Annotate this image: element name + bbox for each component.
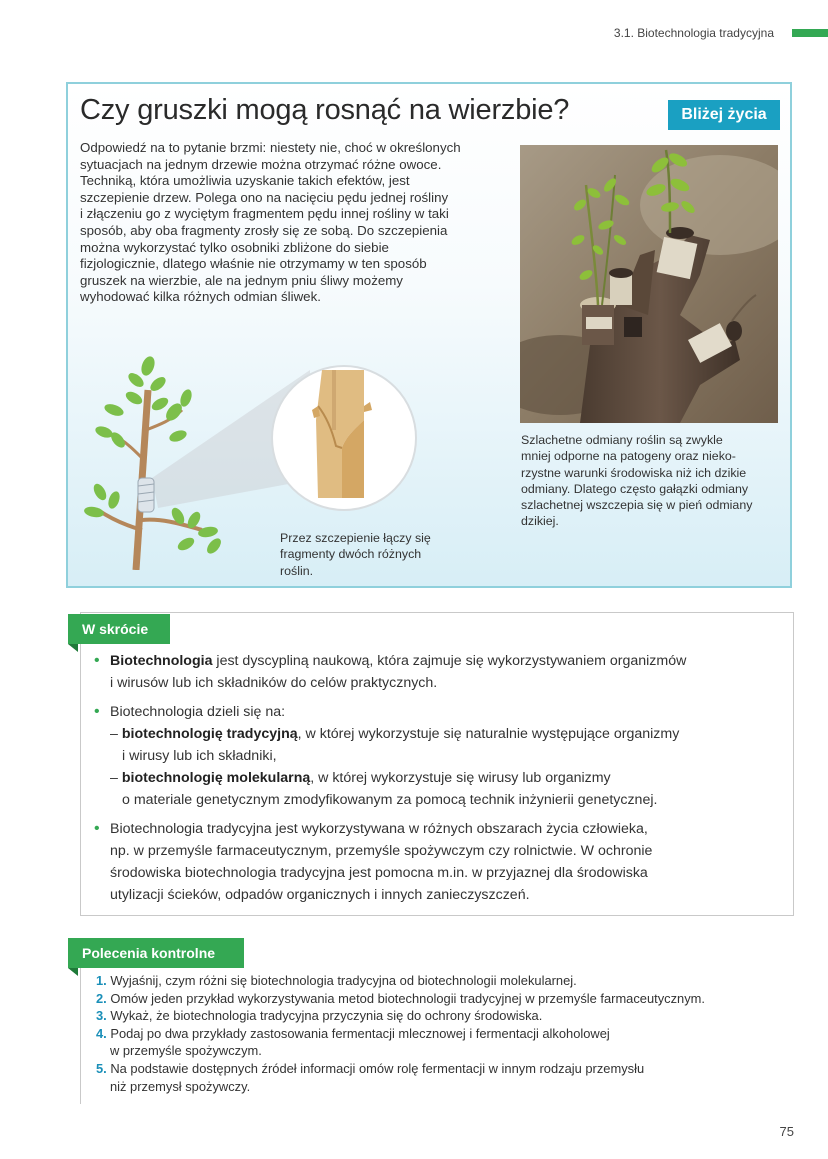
dash: –: [110, 726, 122, 742]
caption-line: odmiany. Dlatego często gałązki odmiany: [521, 481, 749, 496]
photo-caption: [521, 432, 783, 530]
tab-fold: [68, 968, 78, 976]
summary-text: i wirusów lub ich składników do celów praktycznych.: [110, 675, 438, 691]
task-text: niż przemysł spożywczy.: [110, 1078, 251, 1094]
summary-content: [94, 650, 784, 913]
caption-line: Szlachetne odmiany roślin są zwykle: [521, 433, 723, 447]
feature-badge: Bliżej życia: [668, 100, 780, 130]
summary-text: • Biotechnologia dzieli się na:: [110, 704, 286, 720]
summary-text: środowiska biotechnologia tradycyjna jest pomocna m.in. w przyjaznej dla środowiska: [110, 865, 648, 881]
summary-tab: W skrócie: [68, 614, 170, 644]
summary-dash-item: [110, 767, 784, 789]
intro-line: Odpowiedź na to pytanie brzmi: niestety nie, choć w określonych: [80, 140, 461, 155]
summary-bullet: [94, 650, 784, 694]
section-header: 3.1. Biotechnologia tradycyjna: [613, 26, 774, 40]
task-text: w przemyśle spożywczym.: [110, 1043, 262, 1059]
task-text: Wykaż, że biotechnologia tradycyjna przyczynia się do ochrony środowiska.: [110, 1008, 543, 1024]
task-number: 1.: [96, 973, 107, 988]
summary-text: , w której wykorzystuje się wirusy lub organizmy: [310, 770, 611, 786]
intro-line: Techniką, która umożliwia uzyskanie takich efektów, jest: [80, 173, 410, 189]
feature-title: Czy gruszki mogą rosnąć na wierzbie?: [80, 94, 570, 126]
section-accent-bar: [792, 29, 828, 37]
task-text: Podaj po dwa przykłady zastosowania fermentacji mlecznowej i fermentacji alkoholowej: [110, 1025, 610, 1041]
task-item: [96, 972, 796, 990]
task-number: 4.: [96, 1025, 107, 1041]
summary-bullet: [94, 701, 784, 811]
intro-line: wyhodować kilka różnych odmian śliwek.: [80, 289, 321, 305]
task-number: 2.: [96, 990, 107, 1006]
intro-line: można wykorzystać tylko osobniki zbliżone do siebie: [80, 239, 389, 255]
summary-text: utylizacji ścieków, odpadów organicznych i innych zanieczyszczeń.: [110, 887, 530, 903]
tasks-list: [96, 972, 796, 1095]
page-number: 75: [779, 1124, 794, 1139]
intro-line: i złączeniu go z wyciętym fragmentem pędu innej rośliny w taki: [80, 206, 449, 222]
grafted-tree-photo: [520, 145, 778, 423]
caption-line: fragmenty dwóch różnych: [280, 547, 422, 562]
caption-line: mniej odporne na patogeny oraz nieko-: [521, 449, 736, 464]
task-number: 3.: [96, 1008, 107, 1024]
summary-text: , w której wykorzystuje się naturalnie występujące organizmy: [297, 726, 680, 742]
task-item: [96, 990, 796, 1008]
intro-line: sytuacjach na jednym drzewie można otrzymać różne owoce.: [80, 156, 442, 172]
summary-text: jest dyscypliną naukową, która zajmuje się wykorzystywaniem organizmów: [212, 653, 687, 669]
intro-line: szczepienie drzew. Polega ono na nacięciu pędu jednej rośliny: [80, 189, 449, 205]
caption-line: szlachetnej wszczepia się w pień odmiany: [521, 498, 753, 513]
caption-line: Przez szczepienie łączy się: [280, 531, 431, 545]
tab-fold: [68, 644, 78, 652]
term-bold: Biotechnologia: [110, 653, 213, 669]
dash: –: [110, 770, 122, 786]
summary-dash-item: [110, 723, 784, 745]
illustration-caption: [280, 530, 450, 579]
term-bold: biotechnologię tradycyjną: [121, 726, 298, 742]
summary-text: o materiale genetycznym zmodyfikowanym za pomocą technik inżynierii genetycznej.: [122, 792, 658, 808]
caption-line: dzikiej.: [521, 514, 559, 529]
task-text: Wyjaśnij, czym różni się biotechnologia tradycyjna od biotechnologii molekularnej.: [110, 973, 577, 988]
summary-text: • Biotechnologia tradycyjna jest wykorzystywana w różnych obszarach życia człowieka,: [110, 821, 648, 837]
caption-line: roślin.: [280, 563, 314, 578]
tasks-divider: [80, 968, 81, 1104]
summary-text: np. w przemyśle farmaceutycznym, przemyśle spożywczym czy rolnictwie. W ochronie: [110, 843, 653, 859]
task-item: [96, 1025, 796, 1060]
task-number: 5.: [96, 1060, 107, 1076]
intro-line: fizjologicznie, dlatego właśnie nie otrzymamy w ten sposób: [80, 256, 427, 272]
term-bold: biotechnologię molekularną: [121, 770, 311, 786]
caption-line: rzystne warunki środowiska niż ich dzikie: [521, 465, 747, 480]
intro-paragraph: [80, 140, 512, 306]
intro-line: gruszek na wierzbie, ale na jednym pniu śliwy możemy: [80, 272, 403, 288]
task-text: Na podstawie dostępnych źródeł informacji omów rolę fermentacji w innym rodzaju przemysłu: [110, 1060, 645, 1076]
summary-bullet: [94, 818, 784, 906]
summary-text: i wirusy lub ich składniki,: [122, 748, 277, 764]
intro-line: sposób, aby oba fragmenty zrosły się ze sobą. Do szczepienia: [80, 222, 448, 238]
task-item: [96, 1060, 796, 1095]
task-item: [96, 1007, 796, 1025]
tasks-tab: Polecenia kontrolne: [68, 938, 244, 968]
task-text: Omów jeden przykład wykorzystywania metod biotechnologii tradycyjnej w przemyśle farmaceutycznym.: [110, 990, 705, 1006]
